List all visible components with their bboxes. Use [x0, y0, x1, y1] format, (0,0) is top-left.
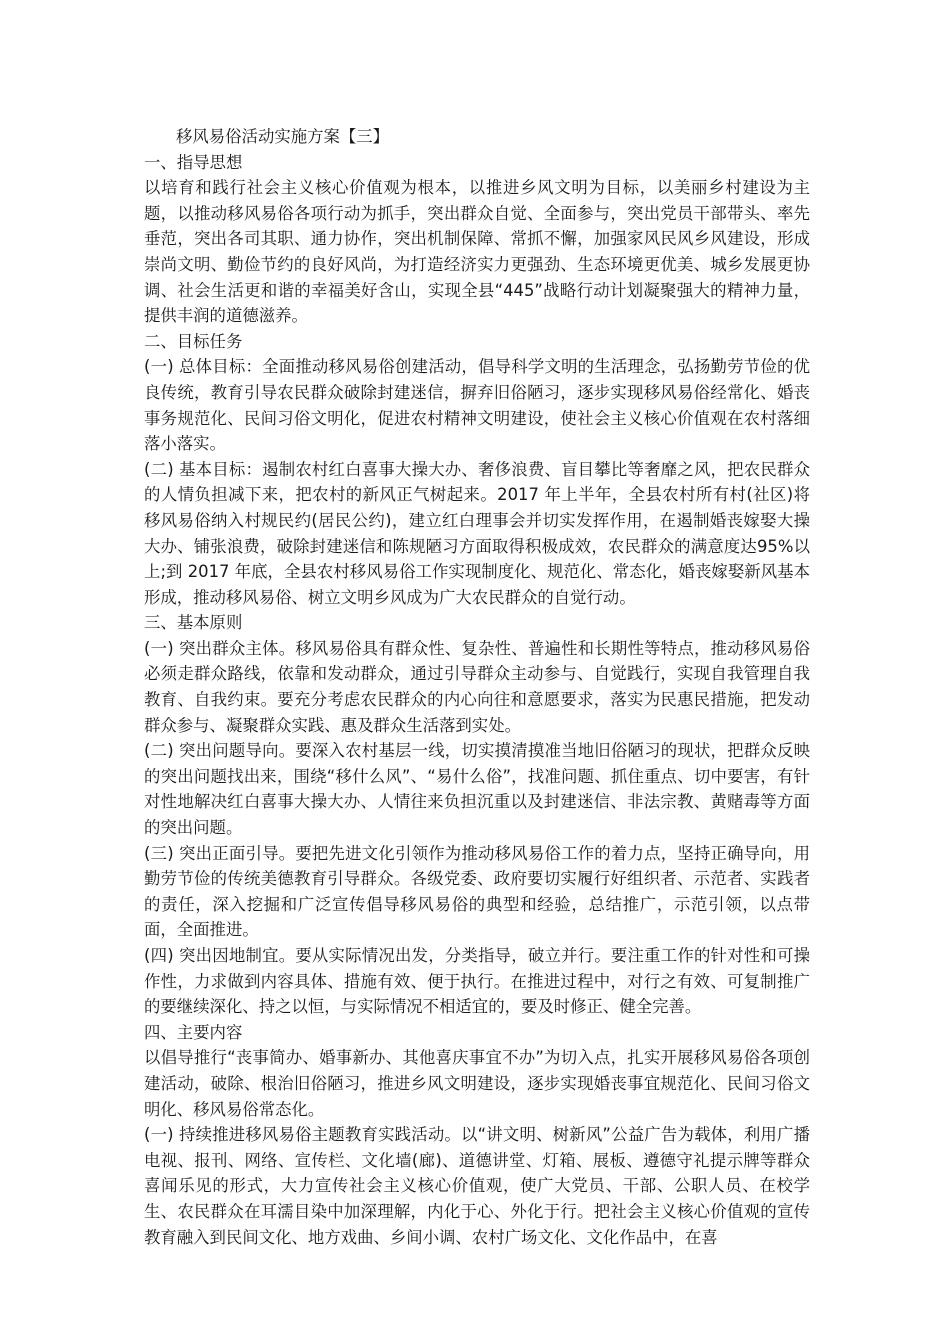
document-title: 移风易俗活动实施方案【三】: [176, 127, 390, 146]
section-heading: 三、基本原则: [144, 613, 243, 633]
section-guiding-ideology: [144, 150, 810, 329]
document-body: [144, 124, 810, 1250]
paragraph: 以倡导推行“丧事简办、婚事新办、其他喜庆事宜不办”为切入点，扎实开展移风易俗各项创建活动，破除、根治旧俗陋习，推进乡风文明建设，逐步实现婚丧事宜规范化、民间习俗文明化、移风易俗常态化。: [144, 1048, 810, 1119]
paragraph: (二) 突出问题导向。要深入农村基层一线，切实摸清摸准当地旧俗陋习的现状，把群众反映的突出问题找出来，围绕“移什么风”、“易什么俗”，找准问题、抓住重点、切中要害，有针对性地解决红白喜事大操大办、人情往来负担沉重以及封建迷信、非法宗教、黄赌毒等方面的突出问题。: [144, 741, 810, 838]
section-heading: 四、主要内容: [144, 1022, 243, 1042]
section-basic-principles: [144, 610, 810, 1020]
section-heading: 一、指导思想: [144, 152, 243, 172]
paragraph: (一) 持续推进移风易俗主题教育实践活动。以“讲文明、树新风”公益广告为载体，利用广播电视、报刊、网络、宣传栏、文化墙(廊)、道德讲堂、灯箱、展板、遵德守礼提示牌等群众喜闻乐见的形式，大力宣传社会主义核心价值观，使广大党员、干部、公职人员、在校学生、农民群众在耳濡目染中加深理解，内化于心、外化于行。把社会主义核心价值观的宣传教育融入到民间文化、地方戏曲、乡间小调、农村广场文化、文化作品中，在喜: [144, 1125, 810, 1247]
paragraph: (一) 总体目标：全面推动移风易俗创建活动，倡导科学文明的生活理念，弘扬勤劳节俭的优良传统，教育引导农民群众破除封建迷信，摒弃旧俗陋习，逐步实现移风易俗经常化、婚丧事务规范化、民间习俗文明化，促进农村精神文明建设，使社会主义核心价值观在农村落细落小落实。: [144, 357, 810, 454]
section-main-content: [144, 1020, 810, 1250]
section-goals-tasks: [144, 329, 810, 611]
paragraph: (二) 基本目标：遏制农村红白喜事大操大办、奢侈浪费、盲目攀比等奢靡之风，把农民群众的人情负担减下来，把农村的新风正气树起来。2017 年上半年，全县农村所有村(社区)将移风易俗纳入村规民约(居民公约)，建立红白理事会并切实发挥作用，在遏制婚丧嫁娶大操大办、铺张浪费，破除封建迷信和陈规陋习方面取得积极成效，农民群众的满意度达95%以上;到 2017 年底，全县农村移风易俗工作实现制度化、规范化、常态化，婚丧嫁娶新风基本形成，推动移风易俗、树立文明乡风成为广大农民群众的自觉行动。: [144, 459, 810, 607]
paragraph: (四) 突出因地制宜。要从实际情况出发，分类指导，破立并行。要注重工作的针对性和可操作性，力求做到内容具体、措施有效、便于执行。在推进过程中，对行之有效、可复制推广的要继续深化、持之以恒，与实际情况不相适宜的，要及时修正、健全完善。: [144, 946, 810, 1017]
paragraph: (一) 突出群众主体。移风易俗具有群众性、复杂性、普遍性和长期性等特点，推动移风易俗必须走群众路线，依靠和发动群众，通过引导群众主动参与、自觉践行，实现自我管理自我教育、自我约束。要充分考虑农民群众的内心向往和意愿要求，落实为民惠民措施，把发动群众参与、凝聚群众实践、惠及群众生活落到实处。: [144, 638, 810, 735]
paragraph: 以培育和践行社会主义核心价值观为根本，以推进乡风文明为目标，以美丽乡村建设为主题，以推动移风易俗各项行动为抓手，突出群众自觉、全面参与，突出党员干部带头、率先垂范，突出各司其职、通力协作，突出机制保障、常抓不懈，加强家风民风乡风建设，形成崇尚文明、勤俭节约的良好风尚，为打造经济实力更强劲、生态环境更优美、城乡发展更协调、社会生活更和谐的幸福美好含山，实现全县“445”战略行动计划凝聚强大的精神力量，提供丰润的道德滋养。: [144, 178, 810, 326]
section-heading: 二、目标任务: [144, 331, 243, 351]
paragraph: (三) 突出正面引导。要把先进文化引领作为推动移风易俗工作的着力点，坚持正确导向，用勤劳节俭的传统美德教育引导群众。各级党委、政府要切实履行好组织者、示范者、实践者的责任，深入挖掘和广泛宣传倡导移风易俗的典型和经验，总结推广，示范引领，以点带面，全面推进。: [144, 843, 810, 940]
